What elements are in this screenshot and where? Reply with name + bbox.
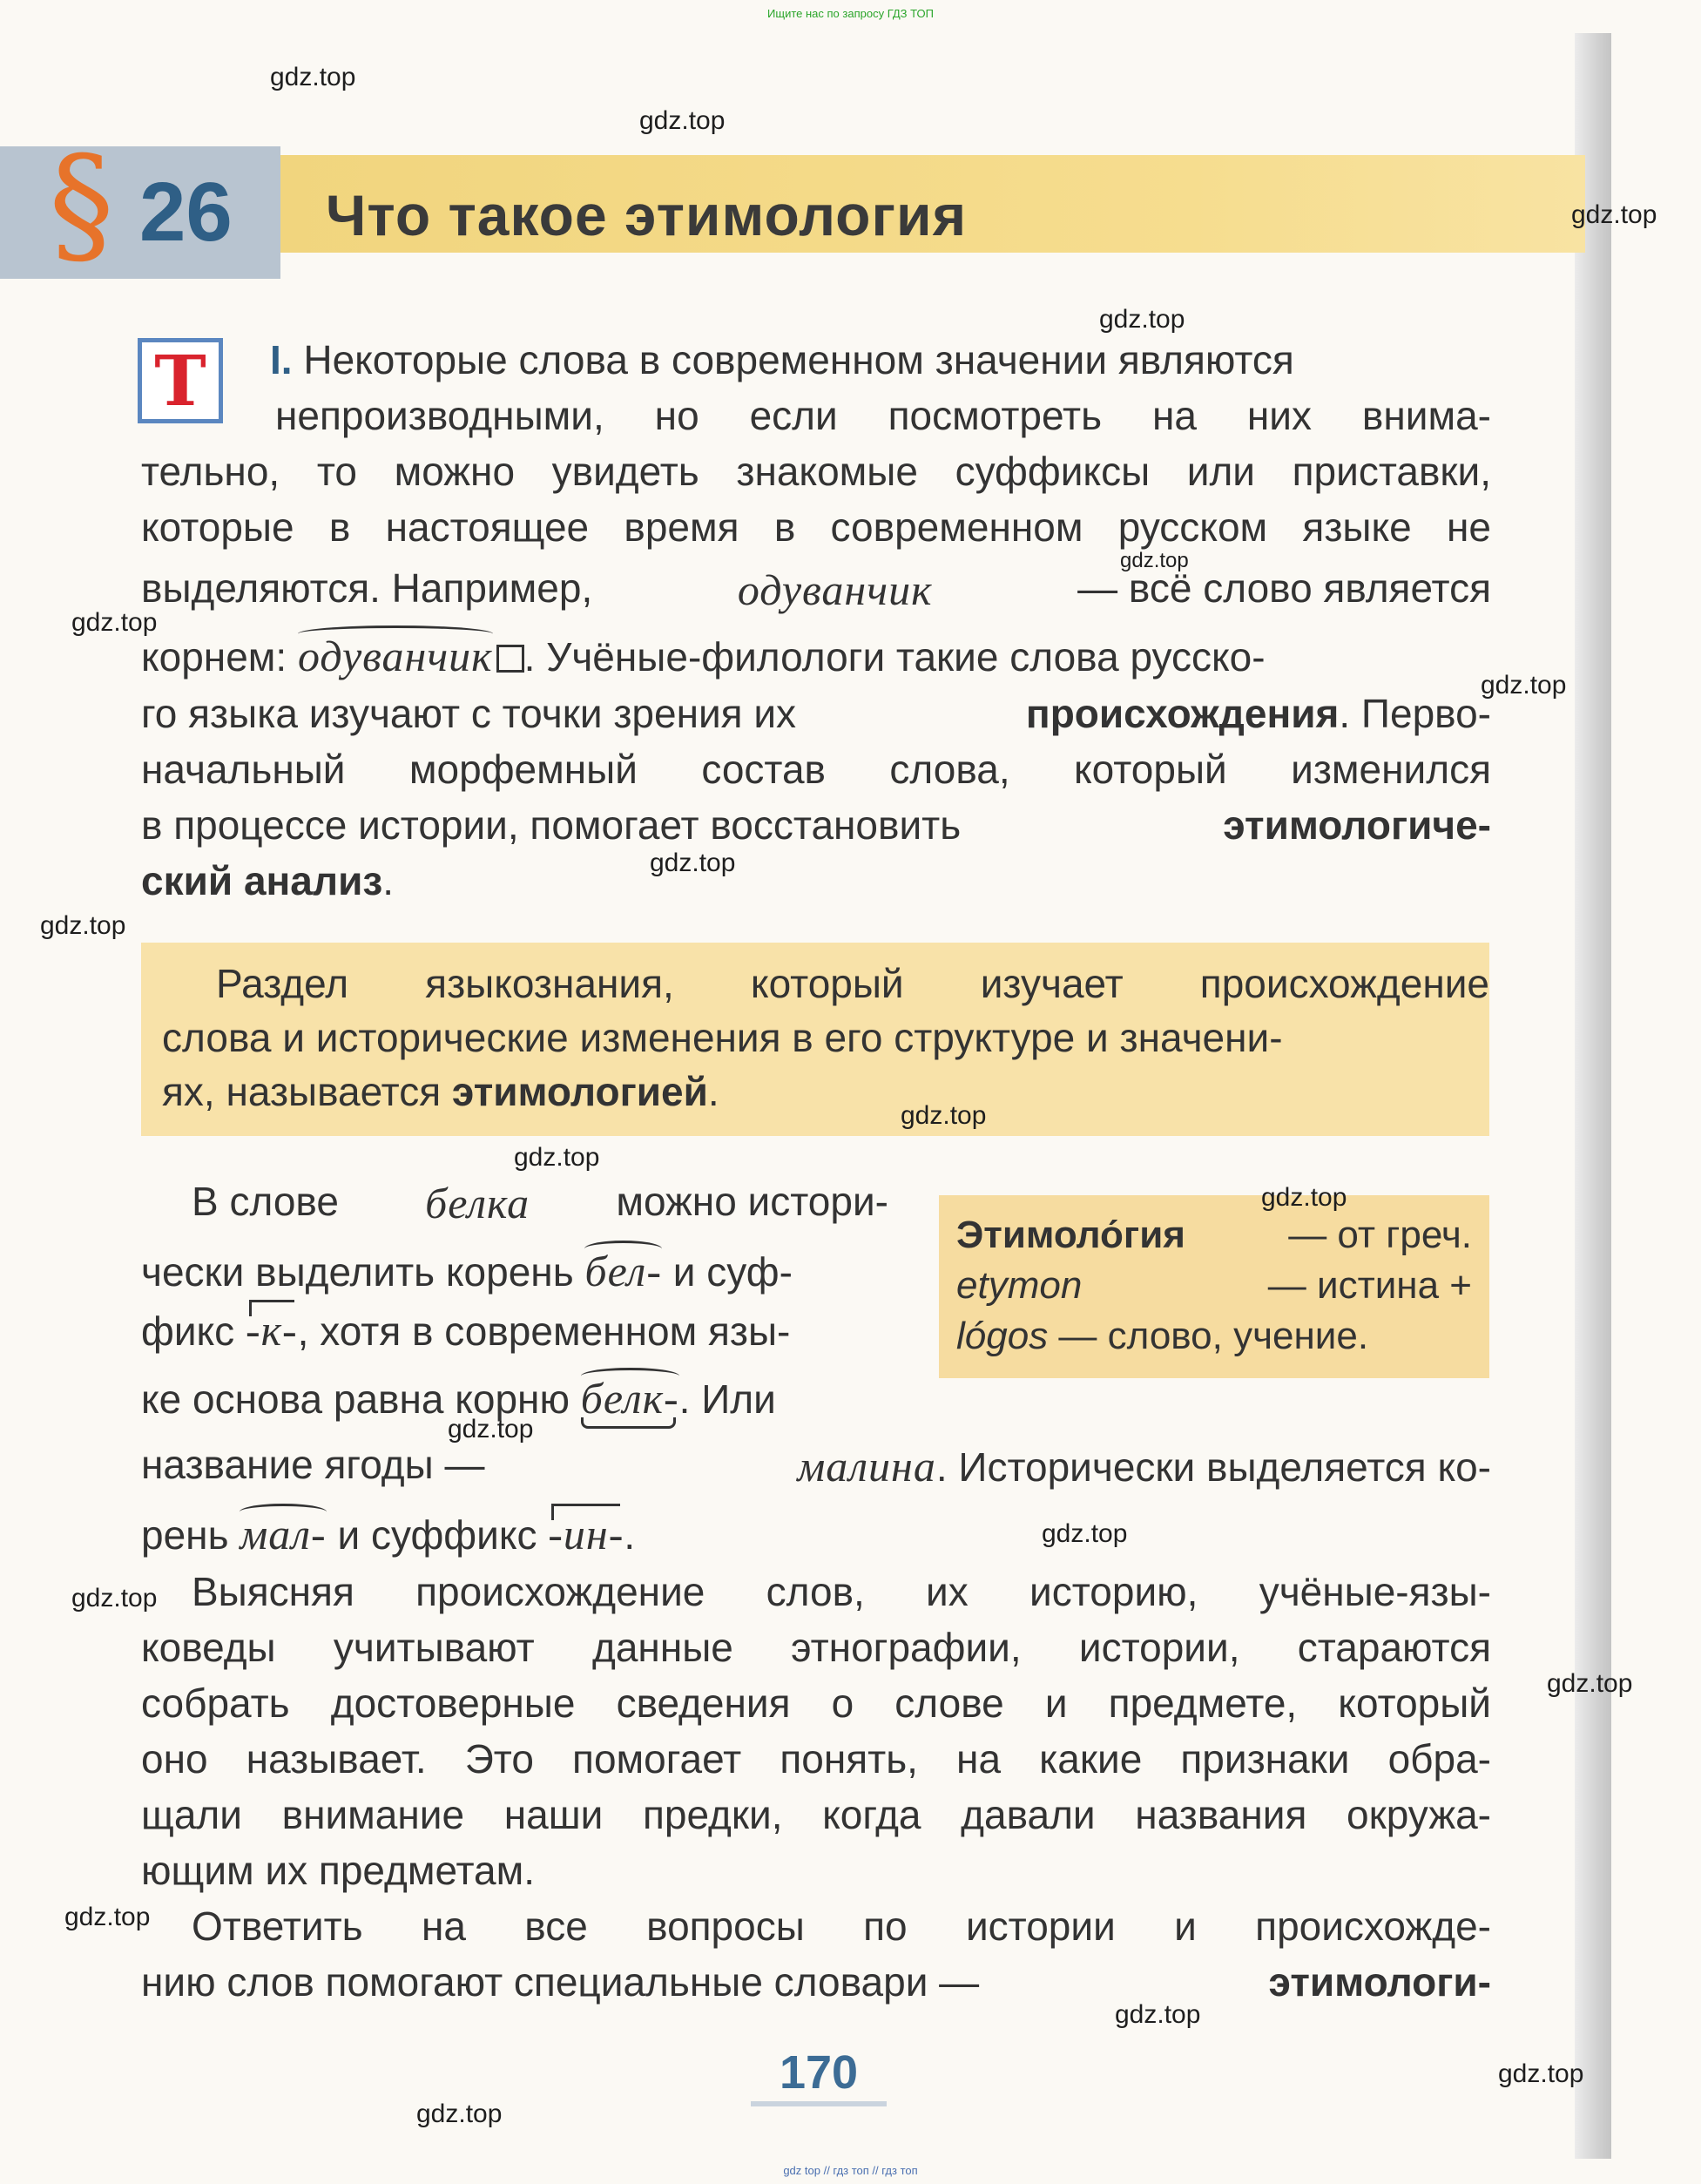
watermark: gdz.top <box>270 63 356 91</box>
watermark: gdz.top <box>416 2099 503 2128</box>
example-line-2-a: чески выделить корень <box>141 1249 574 1295</box>
para2-line-5: щали внимание наши предки, когда давали названия окружа- <box>141 1792 1491 1837</box>
paragraph-sign: § <box>49 129 114 281</box>
intro-line-5-a: выделяются. Например, <box>141 565 593 611</box>
para2-line-1: Выясняя происхождение слов, их историю, учёные-язы- <box>192 1569 1491 1614</box>
example-line-2-b: и суф- <box>672 1249 793 1295</box>
example-word-oduvanchik: одуванчик <box>737 565 933 614</box>
example-line-4 <box>141 1374 888 1423</box>
note-line-2-rest: — истина + <box>1267 1264 1472 1307</box>
intro-line-10-b: . <box>382 858 395 903</box>
watermark: gdz.top <box>1099 305 1185 334</box>
page-number-bar <box>751 2101 887 2106</box>
para3-line-2 <box>141 1959 1491 2005</box>
example-line-5-b: . Исторически выделяется ко- <box>935 1444 1491 1490</box>
watermark: gdz.top <box>514 1143 600 1172</box>
intro-line-1 <box>270 337 1491 382</box>
example-line-6-a: рень <box>141 1512 229 1558</box>
para2-line-6: ющим их предметам. <box>141 1848 536 1893</box>
example-line-3-a: фикс <box>141 1308 235 1354</box>
note-line-3-rest: — слово, учение. <box>1058 1315 1369 1357</box>
watermark: gdz.top <box>1261 1183 1347 1212</box>
term-etymology: этимологией <box>451 1069 708 1114</box>
note-greek-etymon: etymon <box>956 1264 1083 1307</box>
watermark: gdz.top <box>71 1584 158 1613</box>
example-line-6 <box>141 1510 636 1559</box>
example-word-belka: белка <box>425 1179 530 1227</box>
watermark: gdz.top <box>901 1101 987 1130</box>
watermark: gdz.top <box>448 1415 534 1444</box>
page-number: 170 <box>779 2046 859 2099</box>
definition-line-3 <box>162 1069 719 1114</box>
intro-line-4: которые в настоящее время в современном русском языке не <box>141 504 1491 550</box>
watermark: gdz.top <box>1571 200 1657 229</box>
note-line-1-rest: — от греч. <box>1288 1214 1472 1256</box>
stem-belk: белк- <box>580 1374 679 1423</box>
root-mal: мал- <box>240 1510 327 1559</box>
term-etym-analysis-part1: этимологиче- <box>1223 802 1491 848</box>
para2-line-3: собрать достоверные сведения о слове и предмете, который <box>141 1680 1491 1726</box>
watermark: gdz.top <box>1115 2000 1201 2029</box>
watermark: gdz.top <box>1498 2059 1584 2088</box>
example-line-4-b: . Или <box>678 1376 776 1422</box>
intro-line-1-text: Некоторые слова в современном значении являются <box>303 337 1294 382</box>
example-line-3 <box>141 1306 888 1355</box>
watermark: gdz.top <box>639 106 726 135</box>
term-proiskhozhdenie: происхождения <box>1025 691 1340 736</box>
example-line-5-a: название ягоды — <box>141 1442 485 1487</box>
page-title: Что такое этимология <box>326 183 968 247</box>
watermark: gdz.top <box>1120 549 1189 572</box>
suffix-k: -к- <box>245 1306 298 1355</box>
intro-line-3: тельно, то можно увидеть знакомые суффиксы или приставки, <box>141 449 1491 494</box>
watermark: gdz.top <box>71 608 158 637</box>
intro-line-5 <box>141 565 1491 614</box>
intro-line-2: непроизводными, но если посмотреть на них внима- <box>275 393 1491 438</box>
example-line-1-a: В слове <box>192 1179 339 1224</box>
definition-line-3-a: ях, называется <box>162 1069 442 1114</box>
example-line-2 <box>141 1249 888 1293</box>
example-line-4-a: ке основа равна корню <box>141 1376 570 1422</box>
watermark: gdz.top <box>40 911 126 940</box>
watermark: gdz.top <box>650 849 736 877</box>
watermark: gdz.top <box>1547 1669 1633 1698</box>
note-greek-logos: lógos <box>956 1315 1049 1357</box>
intro-line-5-b: — всё слово является <box>1077 565 1491 611</box>
intro-line-8: начальный морфемный состав слова, который изменился <box>141 747 1491 792</box>
intro-line-9 <box>141 802 1491 848</box>
definition-line-1: Раздел языкознания, который изучает происхождение <box>216 961 1489 1006</box>
top-notice: Ищите нас по запросу ГДЗ ТОП <box>767 7 934 20</box>
intro-line-9-a: в процессе истории, помогает восстановить <box>141 802 962 848</box>
para2-line-2: коведы учитывают данные этнографии, истории, стараются <box>141 1625 1491 1670</box>
note-term: Этимоло́гия <box>956 1214 1185 1256</box>
term-etym-analysis-part2: ский анализ <box>141 858 383 903</box>
suffix-in: -ин- <box>548 1510 624 1559</box>
example-line-5 <box>141 1442 1491 1491</box>
example-line-6-c: . <box>624 1512 636 1558</box>
watermark: gdz.top <box>1042 1519 1128 1548</box>
intro-line-7 <box>141 693 1491 734</box>
section-label: I. <box>270 337 293 382</box>
para2-line-4: оно называет. Это помогает понять, на какие признаки обра- <box>141 1736 1491 1782</box>
example-line-6-b: и суффикс <box>337 1512 537 1558</box>
intro-line-6 <box>141 634 1491 678</box>
para3-line-2-a: нию слов помогают специальные словари — <box>141 1959 980 2005</box>
note-line-1 <box>956 1216 1472 1254</box>
term-etym-dictionaries: этимологи- <box>1268 1959 1491 2005</box>
intro-line-6-b: . Учёные-филологи такие слова русско- <box>523 634 1266 680</box>
watermark: gdz.top <box>64 1903 151 1931</box>
page-edge-shadow <box>1575 33 1611 2159</box>
example-line-1-b: можно истори- <box>616 1179 888 1224</box>
intro-line-10 <box>141 858 395 903</box>
note-line-3 <box>956 1317 1472 1356</box>
definition-line-2: слова и исторические изменения в его структуре и значени- <box>162 1015 1283 1060</box>
note-line-2 <box>956 1264 1472 1307</box>
example-line-1 <box>192 1181 888 1225</box>
theory-badge-icon <box>138 338 223 423</box>
bottom-note: gdz top // гдз топ // гдз топ <box>783 2164 918 2177</box>
zero-ending-box <box>496 645 524 673</box>
theory-badge-letter: Т <box>154 340 206 422</box>
example-word-malina: малина <box>797 1442 936 1491</box>
intro-line-7-a: го языка изучают с точки зрения их <box>141 691 797 736</box>
definition-line-3-b: . <box>707 1069 719 1114</box>
paragraph-number: 26 <box>139 166 233 259</box>
intro-line-6-a: корнем: <box>141 634 287 680</box>
root-marked-oduvanchik: одуванчик <box>297 632 493 680</box>
intro-line-7-b: . Перво- <box>1339 691 1491 736</box>
watermark: gdz.top <box>1481 671 1567 700</box>
para3-line-1: Ответить на все вопросы по истории и происхожде- <box>192 1903 1491 1949</box>
root-bel: бел- <box>584 1247 662 1295</box>
example-line-3-b: , хотя в современном язы- <box>297 1308 791 1354</box>
